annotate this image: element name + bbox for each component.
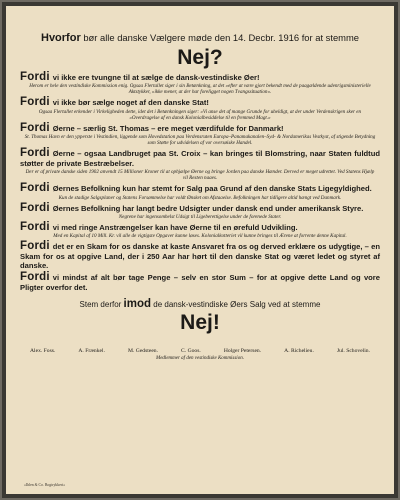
reason-item <box>20 223 380 239</box>
reason-explanation: Kun de stadige Salgsplaner og Statens Forsømmelse har voldt Ønsket om Afstaaelse. Befolkningen har tidligere altid hængt ved Danmark. <box>58 194 342 201</box>
reason-text: vi ikke ere tvungne til at sælge de dansk-vestindiske Øer! <box>52 73 260 82</box>
reason-statement <box>20 223 380 232</box>
fordi-word: Fordi <box>20 121 50 134</box>
reason-text: Øerne – ogsaa Landbruget paa St. Croix – kan bringes til Blomstring, naar Staten fuldtud støtter de private Bestræbelser. <box>20 149 380 168</box>
reason-statement <box>20 242 380 270</box>
closing-post: de dansk-vestindiske Øers Salg ved at stemme <box>151 299 321 309</box>
reason-text: vi mindst af alt bør tage Penge – selv en stor Sum – for at opgive dette Land og vore Pligter overfor det. <box>20 273 380 292</box>
poster-headline <box>20 33 380 43</box>
headline-lead: Hvorfor <box>41 32 81 44</box>
reason-item <box>20 201 380 220</box>
closing-nej: Nej! <box>180 310 220 334</box>
reason-text: det er en Skam for os danske at kaste Ansvaret fra os og derved erklære os udygtige, – en Skam for os at opgive Land, der i 250 Aar har hørt til den danske Stat og været ledet og styret af danske. <box>20 242 380 270</box>
reason-statement <box>20 98 380 107</box>
reason-item <box>20 184 380 200</box>
fordi-word: Fordi <box>20 240 50 253</box>
reason-item <box>20 98 380 120</box>
reason-explanation: Herom er hele den vestindiske Kommission enig. Ogsaa Flertallet siger i sin Betænkning, at det »efter at være gjort bekendt med de paagældende udenrigsministerielle Aktstykker, »ikke mener, at der har foreligget nogen Tvangssituation«. <box>29 83 371 96</box>
fordi-word: Fordi <box>20 182 50 195</box>
reason-explanation: Ogsaa Flertallet erkender i Virkeligheden dette, idet det i Betænkningen siger: »Vi anse det af mange Grunde for uheldigt, at der under Verdenskrigen sker en »Overdragelse af en dansk Kolonialbesiddelse til en fremmed Magt.« <box>38 108 362 121</box>
reason-statement <box>20 273 380 292</box>
reason-statement <box>20 73 380 82</box>
reason-item <box>20 121 380 147</box>
reason-explanation: Med en Kapital af 10 Mill. Kr. vil alle de vigtigste Opgaver kunne løses. Kolonialkotteriet vil kunne bringes til Ærene at forrente denne Kapital. <box>53 233 347 240</box>
signatory: Alex. Foss. <box>30 347 56 354</box>
signatory: A. Richelieu. <box>284 347 314 354</box>
title-nej: Nej? <box>177 46 223 69</box>
closing-imod: imod <box>123 297 152 310</box>
reasons-list <box>20 73 380 292</box>
fordi-word: Fordi <box>20 71 50 83</box>
fordi-word: Fordi <box>20 271 50 284</box>
reason-item <box>20 242 380 270</box>
closing-pre: Stem derfor <box>79 299 124 309</box>
fordi-word: Fordi <box>20 96 50 109</box>
reason-statement <box>20 121 380 134</box>
printer-imprint: »Ihlen & Co. Bogtrykkeri« <box>24 483 66 487</box>
headline-rest: bør alle danske Vælgere møde den 14. Decbr. 1916 for at stemme <box>80 32 359 43</box>
reason-item <box>20 149 380 181</box>
signatory: Jul. Schovelin. <box>336 347 370 354</box>
reason-explanation: Der er af private danske siden 1902 anvendt 15 Millioner Kroner til at ophjælpe Øerne og bringe Jorden paa danske Hænder. Derved er meget udrettet. Ved Statens Hjælp vil Resten naaes. <box>25 169 375 182</box>
reason-statement <box>20 201 380 214</box>
fordi-word: Fordi <box>20 147 50 160</box>
signatories-row <box>20 348 380 354</box>
reason-item <box>20 73 380 95</box>
signatories-caption: Medlemmer af den vestindiske Kommission. <box>156 355 244 361</box>
reason-explanation: Negrene har ingensomhelst Udsigt til Ligeberettigelse under de forenede Stater. <box>118 213 282 220</box>
reason-statement <box>20 184 380 193</box>
poster-sheet <box>6 6 394 494</box>
fordi-word: Fordi <box>20 221 50 234</box>
reason-text: Øernes Befolkning kun har stemt for Salg paa Grund af den danske Stats Ligegyldighed. <box>52 184 372 194</box>
reason-text: vi ikke bør sælge noget af den danske Stat! <box>52 98 209 108</box>
signatory: A. Frænkel. <box>78 347 105 354</box>
reason-item <box>20 273 380 292</box>
fordi-word: Fordi <box>20 201 50 214</box>
signatory: Holger Petersen. <box>223 347 262 354</box>
reason-text: vi med ringe Anstrængelser kan have Øerne til en ørefuld Udvikling. <box>52 223 298 233</box>
signatory: C. Goos. <box>181 347 201 354</box>
reason-text: Øernes Befolkning har langt bedre Udsigter under dansk end under amerikansk Styre. <box>52 203 364 213</box>
reason-explanation: St. Thomas Havn er den ypperste i Vestindien, liggende som Hovedstation paa Verdensruten Europa–Panamakanalen–Syd- & Nordamerikas Vestkyst, af stigende Betydning som Støtte for udvidelsen af vor oversøiske Handel. <box>24 134 376 147</box>
reason-text: Øerne – særlig St. Thomas – ere meget værdifulde for Danmark! <box>52 123 284 133</box>
signatory: M. Gedsteen. <box>128 347 158 354</box>
reason-statement <box>20 149 380 168</box>
closing-call <box>20 299 380 310</box>
